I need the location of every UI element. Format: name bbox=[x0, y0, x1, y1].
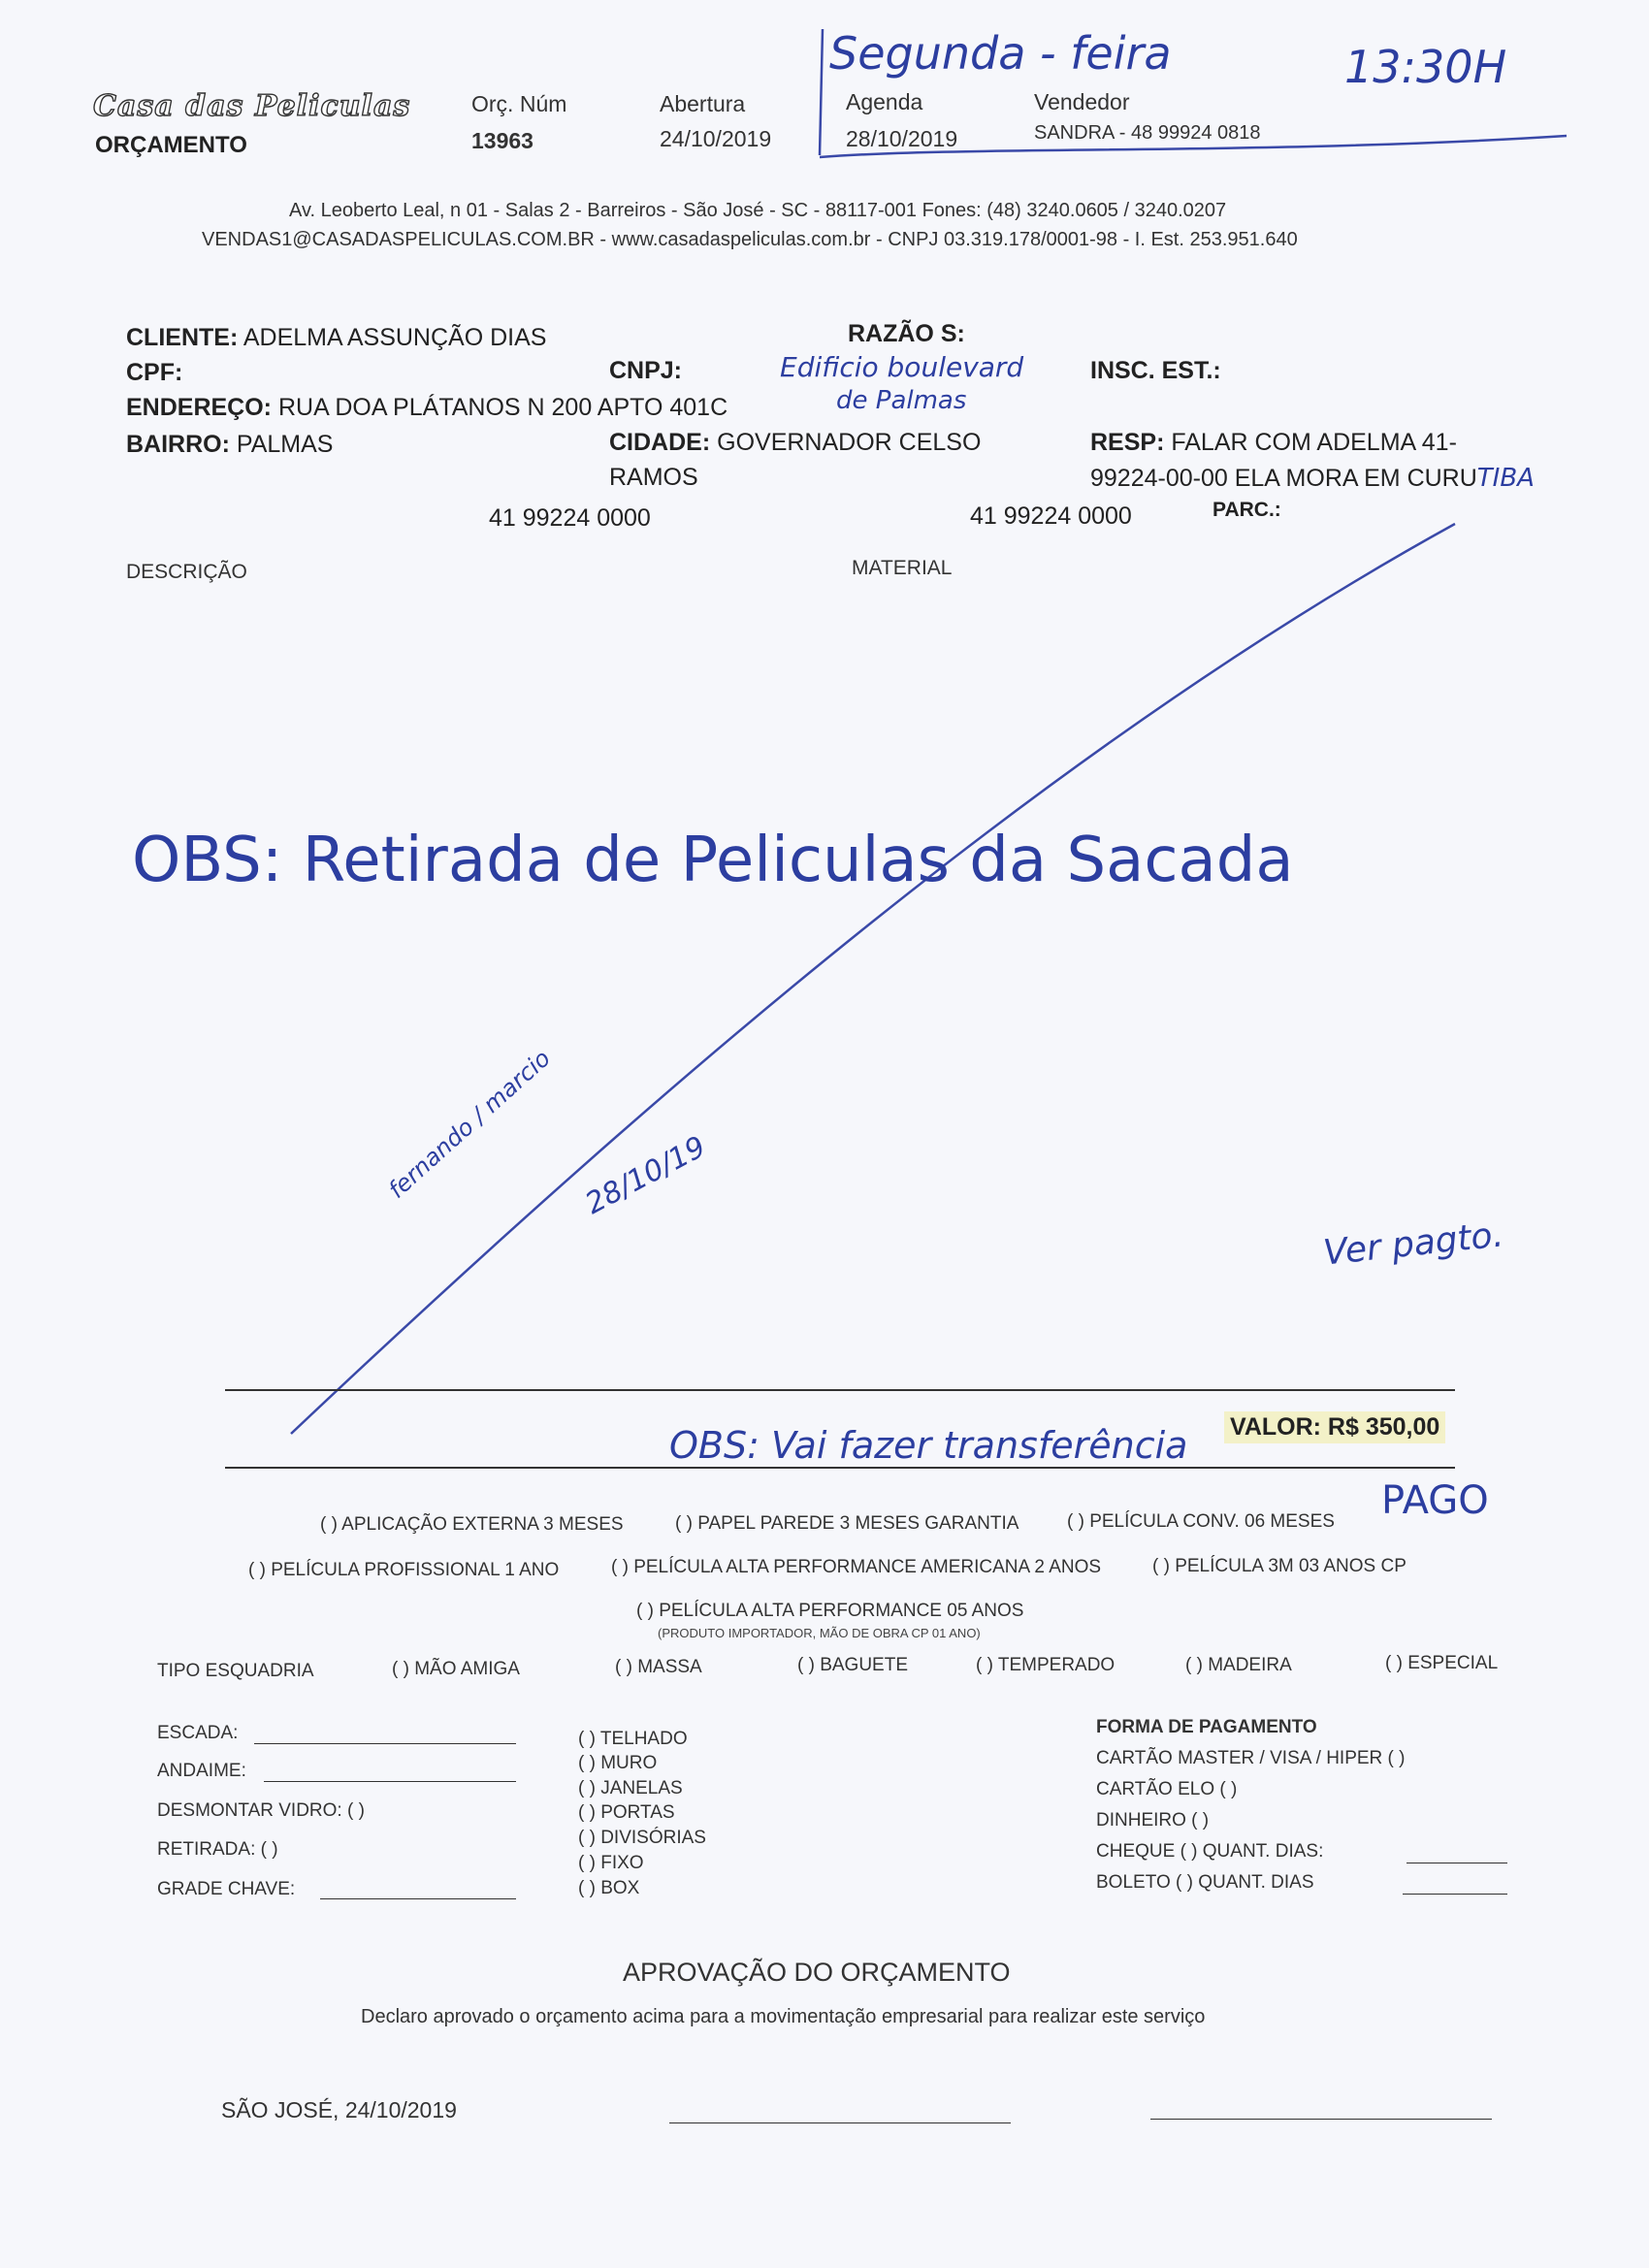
pagamento-title: FORMA DE PAGAMENTO bbox=[1096, 1717, 1317, 1737]
descricao-label: DESCRIÇÃO bbox=[126, 561, 247, 583]
agenda-value: 28/10/2019 bbox=[846, 126, 958, 151]
escada-field[interactable] bbox=[254, 1743, 516, 1744]
option-papel-parede[interactable]: ( ) PAPEL PAREDE 3 MESES GARANTIA bbox=[675, 1513, 1019, 1534]
andaime-field[interactable] bbox=[264, 1781, 516, 1782]
approval-title: APROVAÇÃO DO ORÇAMENTO bbox=[623, 1958, 1011, 1987]
pagamento-cartao-master[interactable]: CARTÃO MASTER / VISA / HIPER ( ) bbox=[1096, 1748, 1406, 1768]
local-portas[interactable]: ( ) PORTAS bbox=[578, 1802, 675, 1823]
cidade-value-2: RAMOS bbox=[609, 464, 698, 491]
grade-chave-label: GRADE CHAVE: bbox=[157, 1879, 296, 1899]
handwritten-obs-main: OBS: Retirada de Peliculas da Sacada bbox=[132, 825, 1294, 896]
resp-value-2: 99224-00-00 ELA MORA EM CURU bbox=[1090, 465, 1477, 492]
handwritten-pago: PAGO bbox=[1381, 1478, 1489, 1523]
orc-num-label: Orç. Núm bbox=[471, 91, 567, 116]
total-line-top bbox=[225, 1389, 1455, 1391]
vendedor-value: SANDRA - 48 99924 0818 bbox=[1034, 122, 1261, 144]
option-pelicula-3m[interactable]: ( ) PELÍCULA 3M 03 ANOS CP bbox=[1152, 1556, 1406, 1576]
pagamento-dinheiro[interactable]: DINHEIRO ( ) bbox=[1096, 1810, 1210, 1831]
pagamento-cheque[interactable]: CHEQUE ( ) QUANT. DIAS: bbox=[1096, 1841, 1324, 1862]
orc-num-value: 13963 bbox=[471, 128, 534, 153]
pagamento-cartao-elo[interactable]: CARTÃO ELO ( ) bbox=[1096, 1779, 1238, 1799]
esquadria-especial[interactable]: ( ) ESPECIAL bbox=[1385, 1653, 1499, 1673]
handwritten-obs-transfer: OBS: Vai fazer transferência bbox=[669, 1424, 1188, 1467]
option-pelicula-conv[interactable]: ( ) PELÍCULA CONV. 06 MESES bbox=[1067, 1511, 1335, 1532]
document-type: ORÇAMENTO bbox=[95, 132, 247, 158]
insc-est-label: INSC. EST.: bbox=[1090, 357, 1221, 384]
local-box[interactable]: ( ) BOX bbox=[578, 1878, 640, 1898]
esquadria-temperado[interactable]: ( ) TEMPERADO bbox=[976, 1655, 1116, 1675]
retirada-option[interactable]: RETIRADA: ( ) bbox=[157, 1839, 278, 1860]
local-divisorias[interactable]: ( ) DIVISÓRIAS bbox=[578, 1828, 706, 1848]
handwritten-signature-names: fernando / marcio bbox=[383, 1044, 556, 1204]
esquadria-massa[interactable]: ( ) MASSA bbox=[615, 1657, 702, 1677]
cidade-label: CIDADE: bbox=[609, 429, 711, 456]
desmontar-vidro-option[interactable]: DESMONTAR VIDRO: ( ) bbox=[157, 1800, 365, 1821]
phone-1: 41 99224 0000 bbox=[489, 504, 651, 532]
esquadria-label: TIPO ESQUADRIA bbox=[157, 1661, 314, 1681]
option-pelicula-alta-performance-note: (PRODUTO IMPORTADOR, MÃO DE OBRA CP 01 ANO) bbox=[658, 1626, 981, 1640]
option-pelicula-profissional[interactable]: ( ) PELÍCULA PROFISSIONAL 1 ANO bbox=[248, 1560, 560, 1580]
resp-value-1: FALAR COM ADELMA 41- bbox=[1171, 429, 1457, 456]
approval-place-date: SÃO JOSÉ, 24/10/2019 bbox=[221, 2097, 457, 2122]
escada-label: ESCADA: bbox=[157, 1723, 239, 1743]
abertura-value: 24/10/2019 bbox=[660, 126, 772, 151]
esquadria-baguete[interactable]: ( ) BAGUETE bbox=[797, 1655, 909, 1675]
local-janelas[interactable]: ( ) JANELAS bbox=[578, 1778, 683, 1798]
valor-total: VALOR: R$ 350,00 bbox=[1224, 1411, 1445, 1443]
pagamento-boleto[interactable]: BOLETO ( ) QUANT. DIAS bbox=[1096, 1872, 1314, 1893]
handwritten-signature-date: 28/10/19 bbox=[580, 1129, 712, 1221]
diagonal-cross-line bbox=[291, 524, 1455, 1434]
handwritten-ver-pagto: Ver pagto. bbox=[1321, 1215, 1505, 1274]
abertura-label: Abertura bbox=[660, 91, 746, 116]
local-fixo[interactable]: ( ) FIXO bbox=[578, 1853, 644, 1873]
option-pelicula-americana[interactable]: ( ) PELÍCULA ALTA PERFORMANCE AMERICANA 2 ANOS bbox=[611, 1557, 1102, 1577]
phone-2: 41 99224 0000 bbox=[970, 502, 1132, 530]
handwritten-time: 13:30H bbox=[1344, 41, 1507, 93]
esquadria-mao-amiga[interactable]: ( ) MÃO AMIGA bbox=[392, 1659, 520, 1679]
bairro-label: BAIRRO: bbox=[126, 431, 230, 458]
approval-text: Declaro aprovado o orçamento acima para a movimentação empresarial para realizar este serviço bbox=[361, 2006, 1206, 2027]
cpf-label: CPF: bbox=[126, 359, 183, 386]
company-logo: Casa das Peliculas bbox=[93, 89, 411, 123]
cidade-value-1: GOVERNADOR CELSO bbox=[717, 429, 982, 456]
resp-handwritten: TIBA bbox=[1476, 464, 1535, 493]
cliente-label: CLIENTE: bbox=[126, 324, 239, 351]
option-pelicula-alta-performance[interactable]: ( ) PELÍCULA ALTA PERFORMANCE 05 ANOS bbox=[636, 1601, 1024, 1621]
parc-label: PARC.: bbox=[1212, 499, 1281, 521]
signature-line-1[interactable] bbox=[669, 2122, 1011, 2123]
company-contact: VENDAS1@CASADASPELICULAS.COM.BR - www.casadaspeliculas.com.br - CNPJ 03.319.178/0001-98 - I. Est. 253.951.640 bbox=[202, 229, 1298, 250]
esquadria-madeira[interactable]: ( ) MADEIRA bbox=[1185, 1655, 1292, 1675]
razao-handwritten-2: de Palmas bbox=[836, 386, 967, 415]
total-line-bottom bbox=[225, 1467, 1455, 1469]
boleto-dias-field[interactable] bbox=[1403, 1894, 1507, 1895]
resp-label: RESP: bbox=[1090, 429, 1165, 456]
cliente-value: ADELMA ASSUNÇÃO DIAS bbox=[242, 324, 547, 351]
company-address: Av. Leoberto Leal, n 01 - Salas 2 - Barreiros - São José - SC - 88117-001 Fones: (48) 3240.0605 / 3240.0207 bbox=[289, 200, 1227, 221]
material-label: MATERIAL bbox=[852, 557, 953, 579]
local-muro[interactable]: ( ) MURO bbox=[578, 1753, 658, 1773]
andaime-label: ANDAIME: bbox=[157, 1761, 246, 1781]
local-telhado[interactable]: ( ) TELHADO bbox=[578, 1729, 688, 1749]
vendedor-label: Vendedor bbox=[1034, 89, 1130, 114]
agenda-label: Agenda bbox=[846, 89, 923, 114]
razao-handwritten-1: Edificio boulevard bbox=[780, 351, 1024, 383]
bairro-value: PALMAS bbox=[236, 431, 334, 458]
cnpj-label: CNPJ: bbox=[609, 357, 683, 384]
option-aplicacao-externa[interactable]: ( ) APLICAÇÃO EXTERNA 3 MESES bbox=[320, 1514, 624, 1535]
endereco-value: RUA DOA PLÁTANOS N 200 APTO 401C bbox=[277, 394, 728, 421]
endereco-label: ENDEREÇO: bbox=[126, 394, 273, 421]
signature-line-2[interactable] bbox=[1150, 2119, 1492, 2120]
razao-label: RAZÃO S: bbox=[848, 320, 965, 347]
grade-chave-field[interactable] bbox=[320, 1898, 516, 1899]
handwritten-day: Segunda - feira bbox=[829, 27, 1172, 80]
